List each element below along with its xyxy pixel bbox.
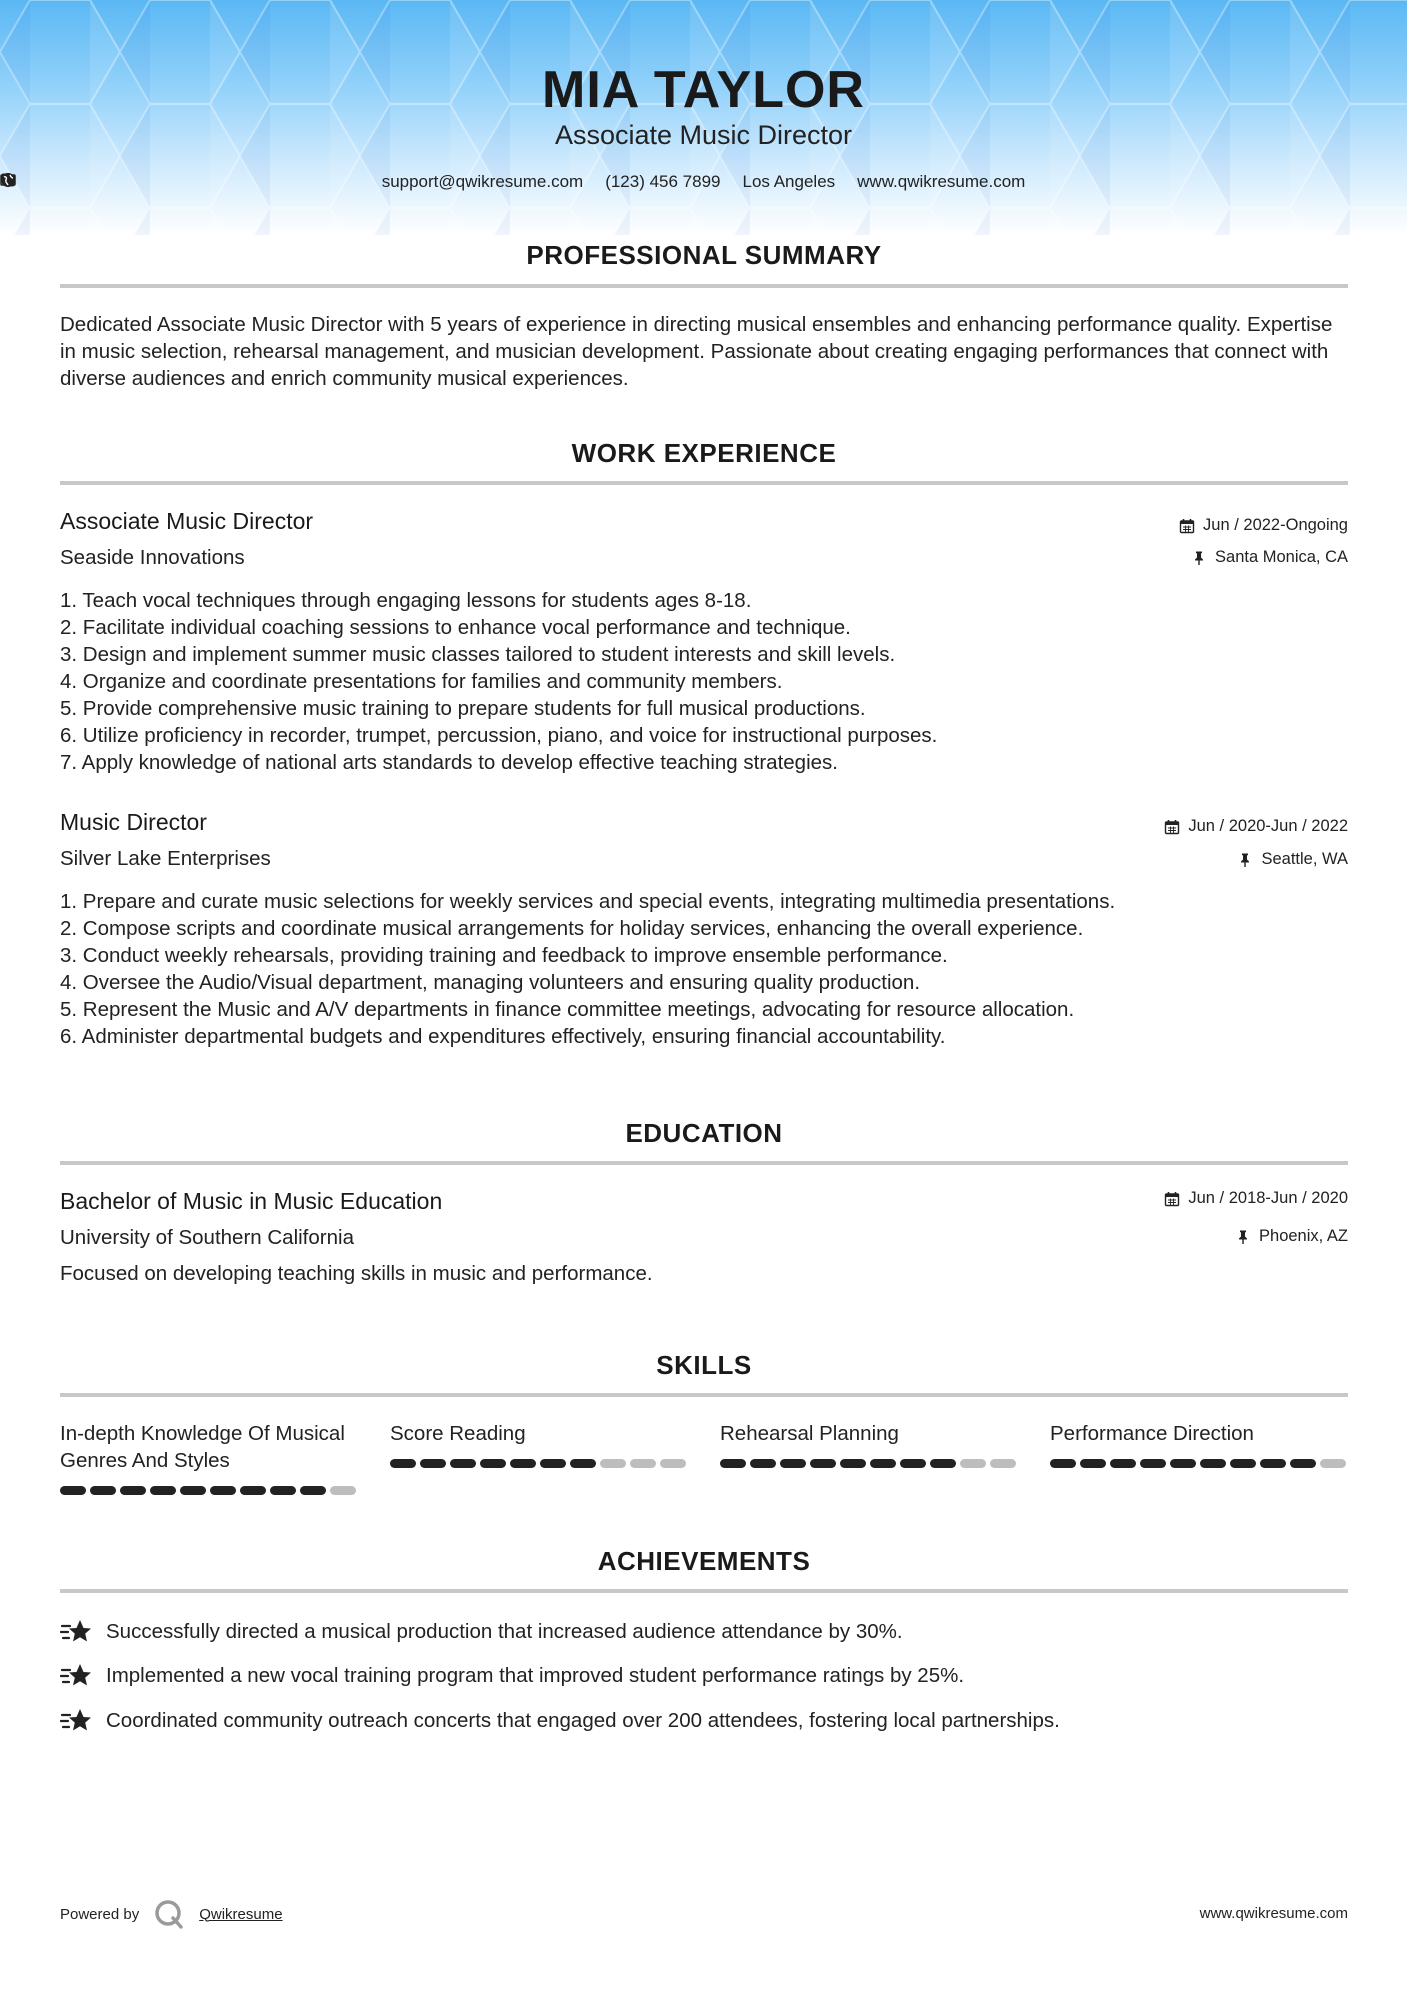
- powered-by-label: Powered by: [60, 1905, 140, 1923]
- skill-segment-filled: [1050, 1459, 1076, 1468]
- list-item: 3. Conduct weekly rehearsals, providing training and feedback to improve ensemble performance.: [60, 944, 948, 967]
- globe-icon: [0, 172, 16, 188]
- skill-segment-filled: [1260, 1459, 1286, 1468]
- skill-segment-filled: [480, 1459, 506, 1468]
- contact-email[interactable]: [382, 172, 584, 192]
- job-location: [1191, 548, 1348, 567]
- job-dates-text: Jun / 2020-Jun / 2022: [1188, 817, 1348, 835]
- section-heading-summary: PROFESSIONAL SUMMARY: [526, 240, 882, 270]
- brand-link[interactable]: Qwikresume: [199, 1905, 283, 1923]
- contact-phone[interactable]: [605, 172, 720, 192]
- skill-segment-empty: [630, 1459, 656, 1468]
- section-heading-education: EDUCATION: [625, 1118, 783, 1148]
- achievement-item: [60, 1662, 964, 1690]
- skill-segment-filled: [450, 1459, 476, 1468]
- section-divider: [60, 284, 1348, 288]
- skill-segment-filled: [540, 1459, 566, 1468]
- skill-segment-filled: [570, 1459, 596, 1468]
- skill-segment-filled: [420, 1459, 446, 1468]
- skill-segment-filled: [720, 1459, 746, 1468]
- section-heading-achievements: ACHIEVEMENTS: [597, 1546, 811, 1576]
- job-location: [1237, 850, 1348, 869]
- list-item: 5. Provide comprehensive music training to prepare students for full musical productions.: [60, 697, 866, 720]
- skill-segment-filled: [210, 1486, 236, 1495]
- skill-level-bar: [390, 1459, 690, 1468]
- skill-segment-filled: [300, 1486, 326, 1495]
- list-item: 6. Utilize proficiency in recorder, trumpet, percussion, piano, and voice for instructional purposes.: [60, 724, 938, 747]
- job-responsibilities: [60, 888, 1360, 1050]
- education-dates: [1164, 1189, 1348, 1208]
- section-divider: [60, 1393, 1348, 1397]
- calendar-icon: [1164, 819, 1180, 835]
- skill-segment-empty: [960, 1459, 986, 1468]
- contact-location: [743, 172, 836, 192]
- education-description: Focused on developing teaching skills in music and performance.: [60, 1262, 653, 1285]
- skill-segment-empty: [1320, 1459, 1346, 1468]
- skill-level-bar: [720, 1459, 1020, 1468]
- section-heading-skills: SKILLS: [656, 1350, 752, 1380]
- pushpin-icon: [1191, 550, 1207, 566]
- list-item: 3. Design and implement summer music classes tailored to student interests and skill levels.: [60, 643, 896, 666]
- star-award-icon: [60, 1662, 92, 1690]
- skill-segment-filled: [1290, 1459, 1316, 1468]
- section-divider: [60, 1161, 1348, 1165]
- achievement-text: Coordinated community outreach concerts that engaged over 200 attendees, fostering local partnerships.: [106, 1709, 1060, 1732]
- candidate-title: Associate Music Director: [554, 120, 853, 150]
- education-dates-text: Jun / 2018-Jun / 2020: [1188, 1189, 1348, 1207]
- skill-level-bar: [1050, 1459, 1350, 1468]
- list-item: 2. Compose scripts and coordinate musical arrangements for holiday services, enhancing the overall experience.: [60, 917, 1084, 940]
- skill-segment-filled: [60, 1486, 86, 1495]
- contact-website-text: www.qwikresume.com: [857, 172, 1026, 191]
- skill-segment-filled: [810, 1459, 836, 1468]
- pushpin-icon: [1237, 852, 1253, 868]
- pushpin-icon: [1235, 1229, 1251, 1245]
- skill-segment-filled: [270, 1486, 296, 1495]
- section-heading-experience: WORK EXPERIENCE: [571, 438, 837, 468]
- skill-segment-filled: [780, 1459, 806, 1468]
- school-name: University of Southern California: [60, 1226, 354, 1249]
- star-award-icon: [60, 1618, 92, 1646]
- skill-name: Performance Direction: [1050, 1422, 1254, 1445]
- qwikresume-logo-icon: [153, 1898, 185, 1930]
- skill-segment-filled: [750, 1459, 776, 1468]
- contact-email-text: support@qwikresume.com: [381, 172, 584, 191]
- degree-title: Bachelor of Music in Music Education: [60, 1188, 443, 1214]
- skill-segment-filled: [870, 1459, 896, 1468]
- skill-segment-filled: [120, 1486, 146, 1495]
- job-dates: [1179, 516, 1348, 535]
- calendar-icon: [1164, 1191, 1180, 1207]
- job-dates: [1164, 817, 1348, 836]
- job-title: Associate Music Director: [60, 508, 314, 534]
- skill-item: [1050, 1420, 1350, 1495]
- achievement-item: [60, 1618, 903, 1646]
- skill-segment-filled: [1230, 1459, 1256, 1468]
- job-company: Seaside Innovations: [60, 546, 245, 569]
- skill-segment-filled: [930, 1459, 956, 1468]
- footer-website[interactable]: www.qwikresume.com: [1199, 1905, 1348, 1922]
- skill-name: Score Reading: [390, 1422, 526, 1445]
- list-item: 1. Teach vocal techniques through engaging lessons for students ages 8-18.: [60, 589, 752, 612]
- skill-segment-filled: [510, 1459, 536, 1468]
- job-dates-text: Jun / 2022-Ongoing: [1203, 516, 1348, 534]
- job-location-text: Seattle, WA: [1261, 850, 1348, 868]
- section-divider: [60, 1589, 1348, 1593]
- skill-segment-filled: [900, 1459, 926, 1468]
- skill-name: In-depth Knowledge Of Musical Genres And Styles: [60, 1422, 345, 1472]
- skill-item: [720, 1420, 1020, 1495]
- summary-text: Dedicated Associate Music Director with 5 years of experience in directing musical ensembles and enhancing performance quality. Expertise in music selection, rehearsal management, and musician development. Passionate about creating engaging performances that connect with diverse audiences and enrich community musical experiences.: [60, 313, 1333, 390]
- list-item: 7. Apply knowledge of national arts standards to develop effective teaching strategies.: [60, 751, 838, 774]
- star-award-icon: [60, 1707, 92, 1735]
- education-location: [1235, 1227, 1348, 1246]
- list-item: 1. Prepare and curate music selections for weekly services and special events, integrating multimedia presentations.: [60, 890, 1116, 913]
- job-company: Silver Lake Enterprises: [60, 847, 271, 870]
- skill-segment-filled: [180, 1486, 206, 1495]
- skill-segment-empty: [330, 1486, 356, 1495]
- list-item: 2. Facilitate individual coaching sessions to enhance vocal performance and technique.: [60, 616, 851, 639]
- job-responsibilities: [60, 587, 1360, 776]
- list-item: 6. Administer departmental budgets and expenditures effectively, ensuring financial accountability.: [60, 1025, 946, 1048]
- list-item: 5. Represent the Music and A/V departments in finance committee meetings, advocating for resource allocation.: [60, 998, 1075, 1021]
- job-location-text: Santa Monica, CA: [1215, 548, 1348, 566]
- achievement-item: [60, 1707, 1060, 1735]
- skill-segment-filled: [90, 1486, 116, 1495]
- skill-segment-filled: [390, 1459, 416, 1468]
- contact-bar: [0, 172, 1407, 192]
- skill-segment-filled: [1200, 1459, 1226, 1468]
- skill-segment-filled: [1170, 1459, 1196, 1468]
- achievement-text: Implemented a new vocal training program that improved student performance ratings by 25%.: [106, 1664, 965, 1687]
- skill-segment-empty: [990, 1459, 1016, 1468]
- skill-level-bar: [60, 1486, 360, 1495]
- skill-segment-filled: [1080, 1459, 1106, 1468]
- skill-name: Rehearsal Planning: [720, 1422, 899, 1445]
- skills-grid: [60, 1420, 1350, 1495]
- contact-phone-text: (123) 456 7899: [605, 172, 721, 191]
- achievement-text: Successfully directed a musical production that increased audience attendance by 30%.: [106, 1620, 903, 1643]
- calendar-icon: [1179, 518, 1195, 534]
- skill-item: [60, 1420, 360, 1495]
- skill-segment-empty: [660, 1459, 686, 1468]
- candidate-name: MIA TAYLOR: [542, 61, 865, 119]
- contact-website[interactable]: [857, 172, 1025, 192]
- footer-powered-by: [60, 1898, 283, 1930]
- skill-segment-filled: [150, 1486, 176, 1495]
- list-item: 4. Oversee the Audio/Visual department, managing volunteers and ensuring quality production.: [60, 971, 921, 994]
- skill-segment-empty: [600, 1459, 626, 1468]
- skill-segment-filled: [240, 1486, 266, 1495]
- skill-segment-filled: [840, 1459, 866, 1468]
- skill-item: [390, 1420, 690, 1495]
- section-divider: [60, 481, 1348, 485]
- skill-segment-filled: [1110, 1459, 1136, 1468]
- education-location-text: Phoenix, AZ: [1259, 1227, 1348, 1245]
- list-item: 4. Organize and coordinate presentations for families and community members.: [60, 670, 783, 693]
- skill-segment-filled: [1140, 1459, 1166, 1468]
- contact-location-text: Los Angeles: [742, 172, 836, 191]
- resume-header: [0, 0, 1407, 235]
- job-title: Music Director: [60, 809, 207, 835]
